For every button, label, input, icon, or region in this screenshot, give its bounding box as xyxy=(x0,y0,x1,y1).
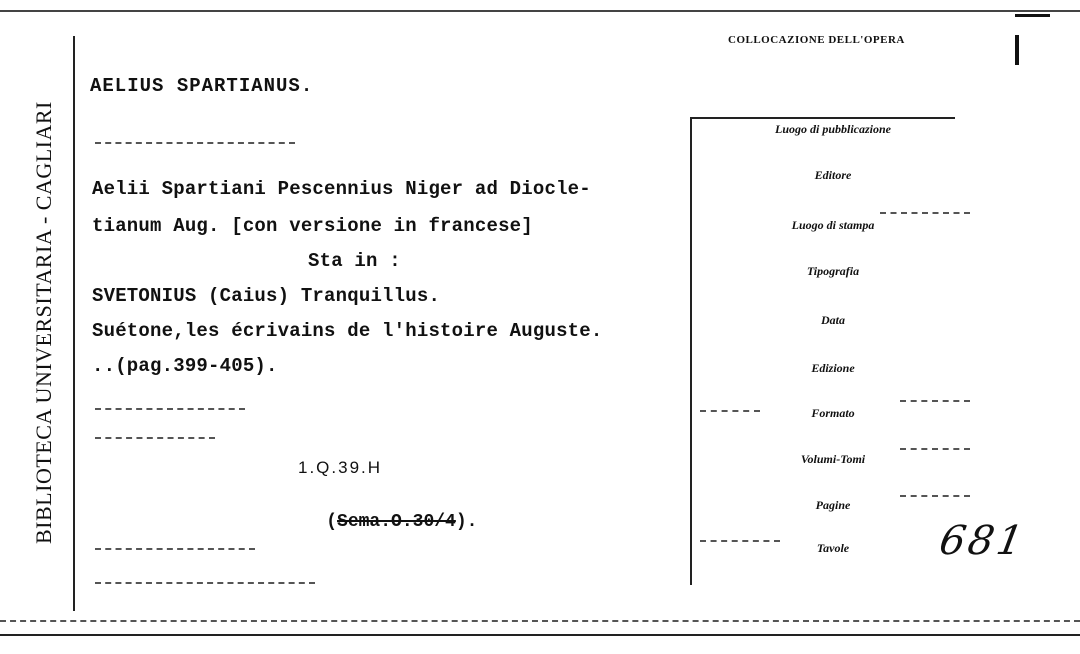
field-label-tipografia: Tipografia xyxy=(806,264,860,278)
ruling-line xyxy=(900,495,970,497)
bottom-border-line xyxy=(0,634,1080,636)
field-label-volumi-tomi: Volumi-Tomi xyxy=(800,452,866,466)
library-name-vertical: BIBLIOTECA UNIVERSITARIA - CAGLIARI xyxy=(31,101,56,545)
ruling-line xyxy=(900,448,970,450)
top-right-dash-mark xyxy=(1015,14,1050,17)
entry-title-line-1: Aelii Spartiani Pescennius Niger ad Diocle- xyxy=(92,178,591,200)
shelf-mark-old-close: ). xyxy=(455,512,478,532)
collocation-header: COLLOCAZIONE DELL'OPERA xyxy=(728,34,905,46)
field-label-edizione: Edizione xyxy=(811,361,855,375)
top-right-vertical-mark xyxy=(1015,35,1019,65)
ruling-line xyxy=(95,408,245,410)
entry-title-line-2: tianum Aug. [con versione in francese] xyxy=(92,215,533,237)
left-margin-line xyxy=(73,36,75,611)
shelf-mark-current: 1.Q.39.H xyxy=(298,458,383,477)
field-label-tavole: Tavole xyxy=(816,541,850,555)
entry-host-author: SVETONIUS (Caius) Tranquillus. xyxy=(92,285,441,307)
shelf-mark-old-struck: Sema.O.30/4 xyxy=(337,512,456,532)
ruling-line xyxy=(95,437,215,439)
shelf-mark-old-open: ( xyxy=(326,512,338,532)
field-panel-divider xyxy=(690,117,692,585)
ruling-line xyxy=(95,142,295,144)
handwritten-number: 681 xyxy=(935,518,1030,564)
ruling-line xyxy=(95,582,315,584)
ruling-line xyxy=(900,400,970,402)
ruling-line xyxy=(880,212,970,214)
field-label-luogo-pubblicazione: Luogo di pubblicazione xyxy=(774,122,891,136)
field-label-editore: Editore xyxy=(814,168,852,182)
field-label-formato: Formato xyxy=(811,406,855,420)
top-border-line xyxy=(0,10,1080,12)
field-label-luogo-stampa: Luogo di stampa xyxy=(791,218,875,232)
field-label-pagine: Pagine xyxy=(815,498,851,512)
entry-contained-in: Sta in : xyxy=(308,250,401,272)
entry-pages: ..(pag.399-405). xyxy=(92,355,278,377)
field-panel-top-line xyxy=(690,117,955,119)
ruling-line xyxy=(0,620,1080,622)
shelf-mark-old xyxy=(283,492,477,552)
author-heading: AELIUS SPARTIANUS. xyxy=(90,75,314,97)
field-label-data: Data xyxy=(821,313,845,327)
ruling-line xyxy=(95,548,255,550)
entry-host-title: Suétone,les écrivains de l'histoire Auguste. xyxy=(92,320,603,342)
